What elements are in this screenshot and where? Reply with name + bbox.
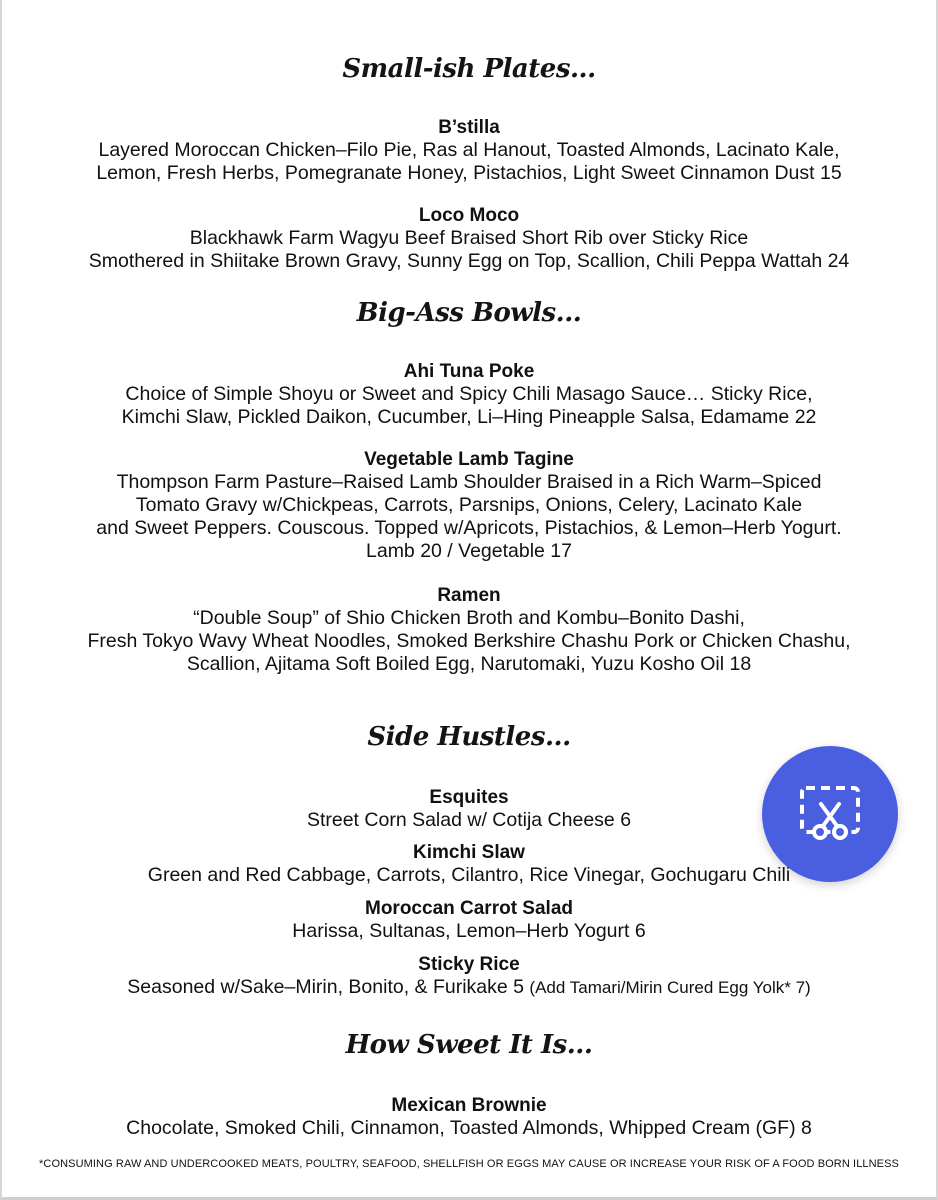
item-description-text: Seasoned w/Sake–Mirin, Bonito, & Furikake 5 [127,976,524,998]
menu-item-loco-moco [0,204,938,273]
item-description-line: Fresh Tokyo Wavy Wheat Noodles, Smoked Berkshire Chashu Pork or Chicken Chashu, [87,630,851,652]
menu-item-bstilla [0,116,938,185]
section-title-side-hustles: Side Hustles... [367,722,571,752]
item-description-line: Blackhawk Farm Wagyu Beef Braised Short Rib over Sticky Rice [189,227,749,249]
item-description-line: “Double Soup” of Shio Chicken Broth and Kombu–Bonito Dashi, [193,607,745,629]
item-name: Ahi Tuna Poke [403,361,535,382]
item-description-line: Kimchi Slaw, Pickled Daikon, Cucumber, Li–Hing Pineapple Salsa, Edamame 22 [121,406,817,428]
item-description-line: Lemon, Fresh Herbs, Pomegranate Honey, Pistachios, Light Sweet Cinnamon Dust 15 [96,162,842,184]
item-description-line: Chocolate, Smoked Chili, Cinnamon, Toasted Almonds, Whipped Cream (GF) 8 [126,1117,812,1139]
item-description-line: Lamb 20 / Vegetable 17 [366,540,572,562]
menu-item-sticky-rice [0,953,938,999]
item-description-line: Harissa, Sultanas, Lemon–Herb Yogurt 6 [292,920,646,942]
item-description-line: Smothered in Shiitake Brown Gravy, Sunny Egg on Top, Scallion, Chili Peppa Wattah 24 [88,250,850,272]
screenshot-scissors-icon [798,782,862,846]
item-name: Ramen [437,585,501,606]
item-addon-note: (Add Tamari/Mirin Cured Egg Yolk* 7) [529,978,811,997]
item-description-line: Layered Moroccan Chicken–Filo Pie, Ras al Hanout, Toasted Almonds, Lacinato Kale, [98,139,840,161]
item-name: Moroccan Carrot Salad [365,898,573,919]
item-description-line [0,976,938,999]
item-description-line: Green and Red Cabbage, Carrots, Cilantro, Rice Vinegar, Gochugaru Chili [147,864,791,886]
item-description-line: Thompson Farm Pasture–Raised Lamb Shoulder Braised in a Rich Warm–Spiced [116,471,822,493]
item-description-line: Tomato Gravy w/Chickpeas, Carrots, Parsnips, Onions, Celery, Lacinato Kale [135,494,803,516]
menu-item-ramen [0,584,938,676]
section-title-big-bowls: Big-Ass Bowls... [356,298,582,328]
item-name: Sticky Rice [418,954,520,975]
item-name: Loco Moco [418,205,520,226]
menu-item-mexican-brownie [0,1094,938,1140]
item-description-line: Choice of Simple Shoyu or Sweet and Spicy Chili Masago Sauce… Sticky Rice, [125,383,813,405]
food-safety-footnote: *CONSUMING RAW AND UNDERCOOKED MEATS, POULTRY, SEAFOOD, SHELLFISH OR EGGS MAY CAUSE OR INCREASE YOUR RISK OF A FOOD BORN ILLNESS [39,1158,899,1170]
section-title-small-plates: Small-ish Plates... [342,54,596,84]
item-name: B’stilla [438,117,500,138]
item-name: Mexican Brownie [391,1095,547,1116]
menu-item-lamb-tagine [0,448,938,563]
menu-item-ahi-tuna-poke [0,360,938,429]
item-description-line: and Sweet Peppers. Couscous. Topped w/Apricots, Pistachios, & Lemon–Herb Yogurt. [96,517,842,539]
item-description-line: Street Corn Salad w/ Cotija Cheese 6 [306,809,632,831]
menu-item-carrot-salad [0,897,938,943]
item-description-line: Scallion, Ajitama Soft Boiled Egg, Narutomaki, Yuzu Kosho Oil 18 [186,653,752,675]
section-title-desserts: How Sweet It Is... [345,1030,593,1060]
item-name: Esquites [429,787,509,808]
item-name: Kimchi Slaw [413,842,525,863]
item-name: Vegetable Lamb Tagine [364,449,574,470]
screenshot-capture-button[interactable] [762,746,898,882]
